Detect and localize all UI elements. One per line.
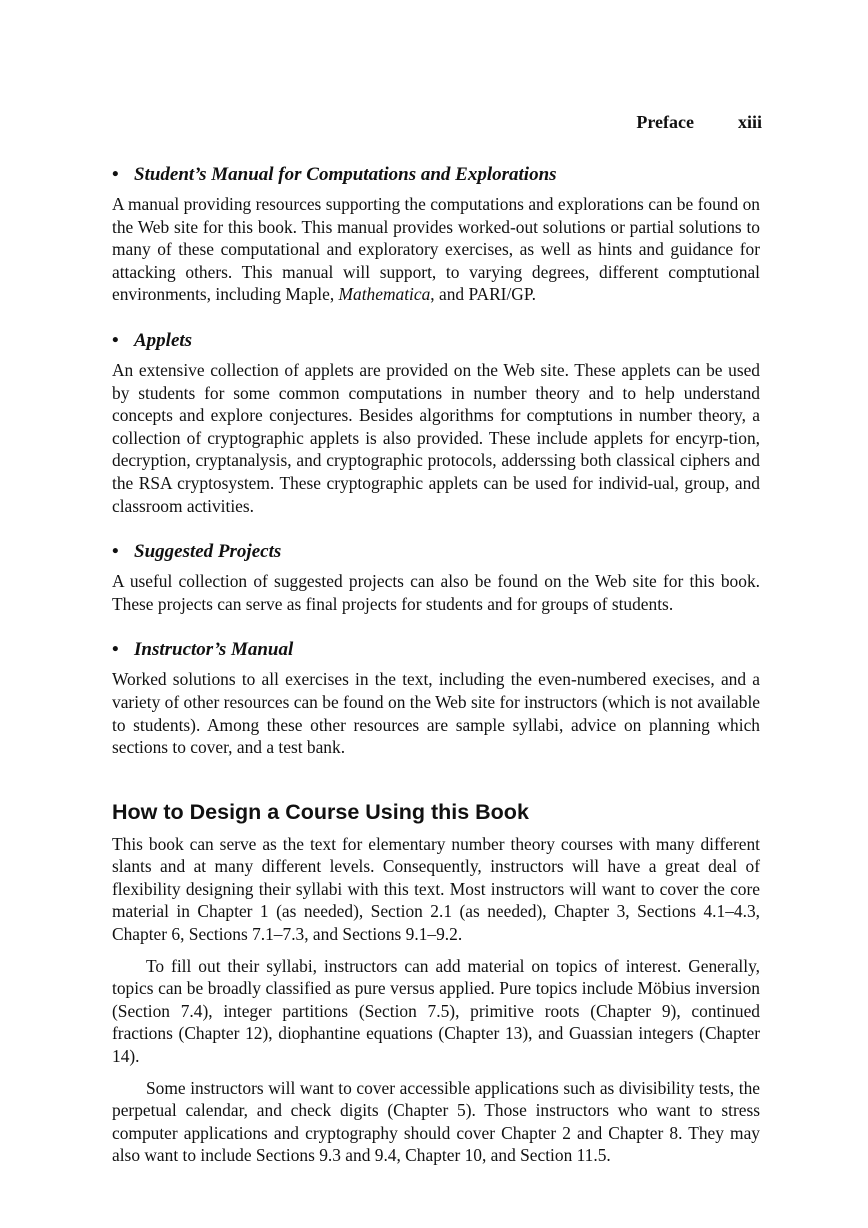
bullet-heading <box>112 329 760 353</box>
applets-section <box>112 329 760 517</box>
page-number: xiii <box>737 112 762 132</box>
course-paragraph-3: Some instructors will want to cover accessible applications such as divisibility tests, the perpetual calendar, and check digits (Chapter 5). Those instructors who want to stress computer applications and cryptography should cover Chapter 2 and Chapter 8. They may also want to include Sections 9.3 and 9.4, Chapter 10, and Section 11.5. <box>112 1077 760 1166</box>
students-manual-heading: Student’s Manual for Computations and Explorations <box>134 164 557 185</box>
students-manual-body: A manual providing resources supporting the computations and explorations can be found on the Web site for this book. This manual provides worked-out solutions or partial solutions to many of these computational and exploratory exercises, as well as hints and guidance for attacking others. This manual will support, to varying degrees, different comptutional environments, including Maple, Mathematica, and PARI/GP. <box>112 194 760 305</box>
suggested-projects-section <box>112 540 760 615</box>
page-content <box>112 163 760 1167</box>
bullet-icon: • <box>112 329 119 351</box>
instructors-manual-body: Worked solutions to all exercises in the text, including the even-numbered execises, and a variety of other resources can be found on the Web site for instructors (which is not available to students). Among these other resources are sample syllabi, advice on planning which sections to cover, and a test bank. <box>112 669 760 758</box>
bullet-heading <box>112 540 760 564</box>
bullet-heading <box>112 163 760 187</box>
bullet-icon: • <box>112 541 119 563</box>
students-manual-section <box>112 163 760 306</box>
course-design-heading: How to Design a Course Using this Book <box>112 799 529 824</box>
bullet-icon: • <box>112 639 119 661</box>
mathematica-italic: Mathematica <box>338 284 431 305</box>
instructors-manual-heading: Instructor’s Manual <box>134 639 294 661</box>
suggested-projects-heading: Suggested Projects <box>134 541 282 563</box>
applets-body: An extensive collection of applets are provided on the Web site. These applets can be used by students for some common computations in number theory and to help understand concepts and explore conjectures. Besides algorithms for comptutions in number theory, a collection of cryptographic applets is also provided. These include applets for encyrp-tion, decryption, cryptanalysis, and cryptographic protocols, adderssing both classical ciphers and the RSA cryptosystem. These cryptographic applets can be used for individ-ual, group, and classroom activities. <box>112 359 760 516</box>
running-head-title: Preface <box>636 112 694 132</box>
applets-heading: Applets <box>134 329 193 351</box>
suggested-projects-body: A useful collection of suggested projects can also be found on the Web site for this book. These projects can serve as final projects for students and for groups of students. <box>112 571 760 614</box>
bullet-icon: • <box>112 164 119 185</box>
instructors-manual-section <box>112 638 760 758</box>
course-paragraph-2: To fill out their syllabi, instructors can add material on topics of interest. Generally, topics can be broadly classified as pure versus applied. Pure topics include Möbius inversion (Section 7.4), integer partitions (Section 7.5), primitive roots (Chapter 9), continued fractions (Chapter 12), diophantine equations (Chapter 13), and Guassian integers (Chapter 14). <box>112 955 760 1067</box>
course-paragraph-1: This book can serve as the text for elementary number theory courses with many different slants and at many different levels. Consequently, instructors will have a great deal of flexibility designing their syllabi with this text. Most instructors will want to cover the core material in Chapter 1 (as needed), Section 2.1 (as needed), Chapter 3, Sections 4.1–4.3, Chapter 6, Sections 7.1–7.3, and Sections 9.1–9.2. <box>112 833 760 945</box>
running-head <box>636 112 762 133</box>
bullet-heading <box>112 638 760 662</box>
